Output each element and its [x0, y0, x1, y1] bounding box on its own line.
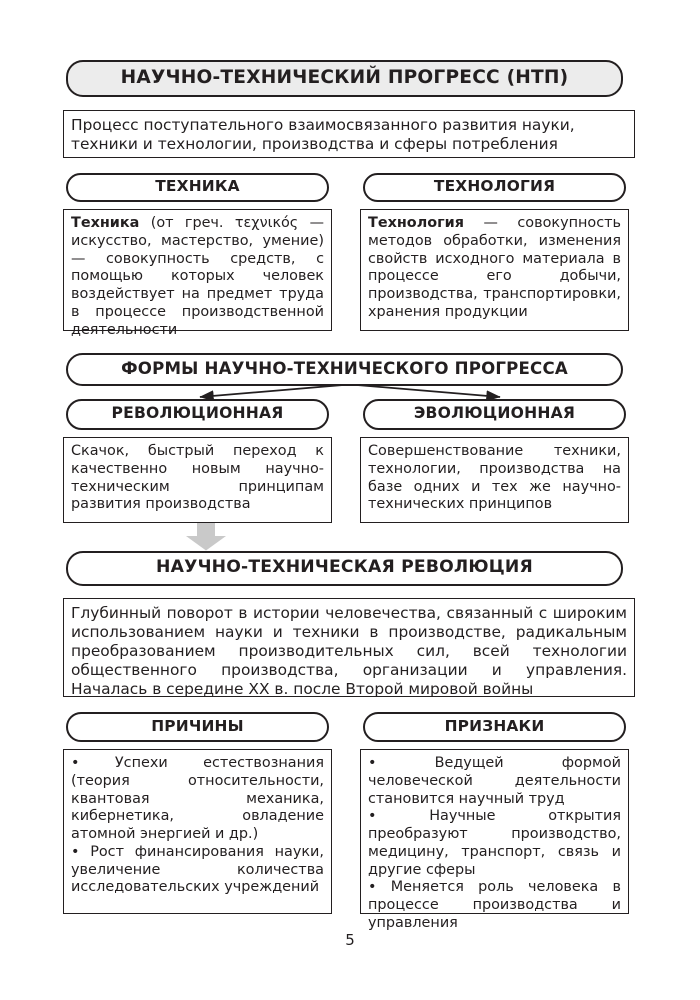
forms-heading-label: ФОРМЫ НАУЧНО-ТЕХНИЧЕСКОГО ПРОГРЕССА [121, 358, 568, 378]
revolutionary-heading-label: РЕВОЛЮЦИОННАЯ [111, 404, 284, 423]
tehnologiya-heading-pill [363, 173, 626, 202]
causes-item: • Успехи естествознания (теория относительности, квантовая механика, кибернетика, овладение атомной энергией и др.) [71, 755, 324, 843]
features-heading-pill [363, 712, 626, 742]
tehnika-definition-text [71, 215, 324, 339]
features-item: • Научные открытия преобразуют производство, медицину, транспорт, связь и другие сферы [368, 808, 621, 878]
causes-item: • Рост финансирования науки, увеличение количества исследовательских учреждений [71, 843, 324, 896]
forms-heading-pill [66, 353, 623, 386]
tehnika-definition-box [63, 209, 332, 338]
tehnika-heading-pill [66, 173, 329, 202]
features-list-box [360, 749, 629, 932]
causes-list-box [63, 749, 332, 914]
evolutionary-heading-label: ЭВОЛЮЦИОННАЯ [413, 404, 576, 423]
ntr-heading-pill [66, 551, 623, 586]
title-ntp-pill [66, 60, 623, 97]
ntp-definition-text: Процесс поступательного взаимосвязанного развития науки, техники и технологии, производства и сферы потребления [71, 116, 575, 154]
tehnologiya-body: — совокупность методов обработки, изменения свойств исходного материала в процессе его добычи, производства, транспортировки, хранения продукции [368, 215, 621, 320]
ntr-definition-box [63, 598, 635, 697]
down-arrow-icon [185, 523, 227, 551]
tehnologiya-definition-box [360, 209, 629, 331]
evolutionary-description-text: Совершенствование техники, технологии, производства на базе одних и тех же научно-технических принципов [368, 443, 621, 513]
tehnika-body: (от греч. τεχνικός — искусство, мастерство, умение) — совокупность средств, с помощью которых человек воздействует на предмет труда в процессе производственной деятельности [71, 215, 324, 338]
revolutionary-description-text: Скачок, быстрый переход к качественно новым научно-техническим принципам развития производства [71, 443, 324, 513]
tehnika-term: Техника [71, 215, 140, 231]
ntr-definition-text: Глубинный поворот в истории человечества, связанный с широким использованием науки и техники в производстве, радикальным преобразованием производительных сил, всей технологии общественного производства, организации и управления. Началась в середине XX в. после Второй мировой войны [71, 604, 627, 699]
ntr-heading-label: НАУЧНО-ТЕХНИЧЕСКАЯ РЕВОЛЮЦИЯ [156, 557, 533, 578]
features-item: • Меняется роль человека в процессе производства и управления [368, 879, 621, 932]
tehnologiya-heading-label: ТЕХНОЛОГИЯ [433, 177, 556, 196]
tehnologiya-definition-text [368, 215, 621, 322]
features-item: • Ведущей формой человеческой деятельности становится научный труд [368, 755, 621, 807]
ntp-definition-box [63, 110, 635, 158]
tehnika-heading-label: ТЕХНИКА [155, 177, 240, 196]
revolutionary-heading-pill [66, 399, 329, 430]
revolutionary-description-box [63, 437, 332, 523]
causes-heading-label: ПРИЧИНЫ [151, 716, 244, 735]
page-number: 5 [345, 931, 355, 949]
evolutionary-heading-pill [363, 399, 626, 430]
title-ntp-label: НАУЧНО-ТЕХНИЧЕСКИЙ ПРОГРЕСС (НТП) [120, 66, 569, 88]
causes-heading-pill [66, 712, 329, 742]
features-heading-label: ПРИЗНАКИ [444, 716, 545, 735]
evolutionary-description-box [360, 437, 629, 523]
tehnologiya-term: Технология [368, 215, 464, 231]
